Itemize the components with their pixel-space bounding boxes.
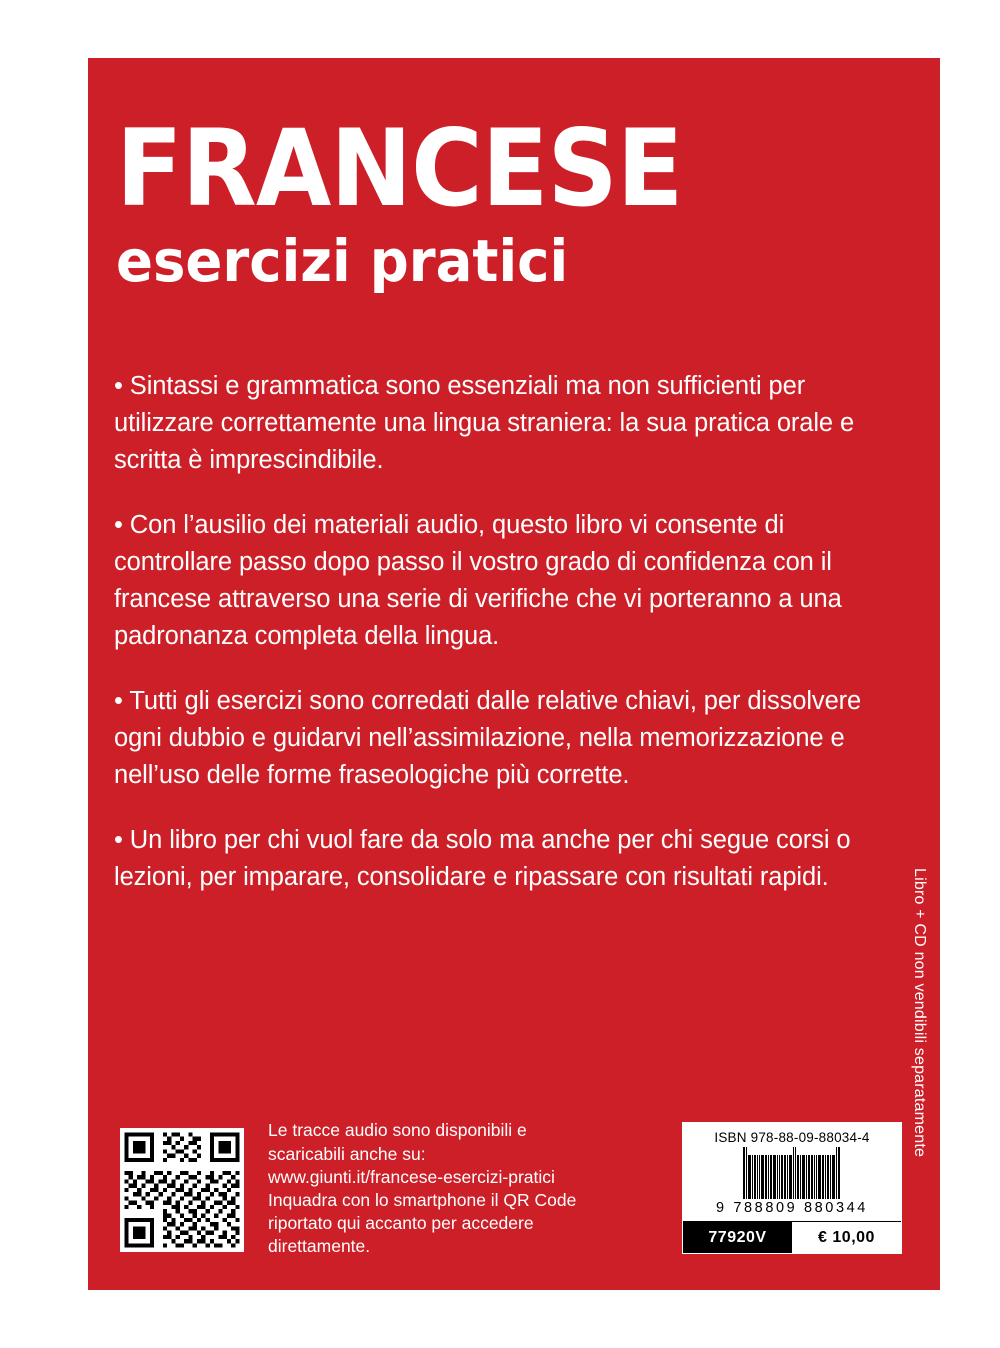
qr-code-graphic [120,1128,244,1252]
barcode-box [682,1122,902,1254]
price-value: € 10,00 [792,1222,901,1253]
bullet-item: • Tutti gli esercizi sono corredati dalle relative chiavi, per dissolvere ogni dubbio e guidarvi nell’assimilazione, nella memorizzazione e nell’uso delle forme fraseologiche più corrette. [114,686,862,789]
qr-code-icon[interactable] [120,1128,244,1252]
title-block [116,107,916,295]
red-cover-panel [88,58,940,1290]
page-title: FRANCESE [116,107,683,230]
side-note-text: Libro + CD non vendibili separatamente [911,868,928,1158]
isbn-text: ISBN 978-88-09-88034-4 [714,1130,870,1145]
bullet-item: • Un libro per chi vuol fare da solo ma anche per chi segue corsi o lezioni, per imparare, consolidare e ripassare con risultati rapidi. [114,825,851,891]
price-row [683,1221,901,1253]
bullet-item: • Con l’ausilio dei materiali audio, questo libro vi consente di controllare passo dopo passo il vostro grado di confidenza con il francese attraverso una serie di verifiche che vi porteranno a una padronanza completa della lingua. [114,510,842,650]
barcode-bars [683,1147,901,1199]
product-code: 77920V [683,1222,792,1253]
bullet-item: • Sintassi e grammatica sono essenziali ma non sufficienti per utilizzare correttamente una lingua straniera: la sua pratica orale e scritta è imprescindibile. [114,372,855,474]
page-subtitle: esercizi pratici [116,226,569,295]
bullet-list [114,368,904,896]
audio-tracks-note: Le tracce audio sono disponibili e scaricabili anche su: www.giunti.it/francese-esercizi-pratici Inquadra con lo smartphone il QR Code riportato qui accanto per accedere direttamente. [268,1120,577,1256]
barcode-number: 9 788809 880344 [716,1200,868,1216]
